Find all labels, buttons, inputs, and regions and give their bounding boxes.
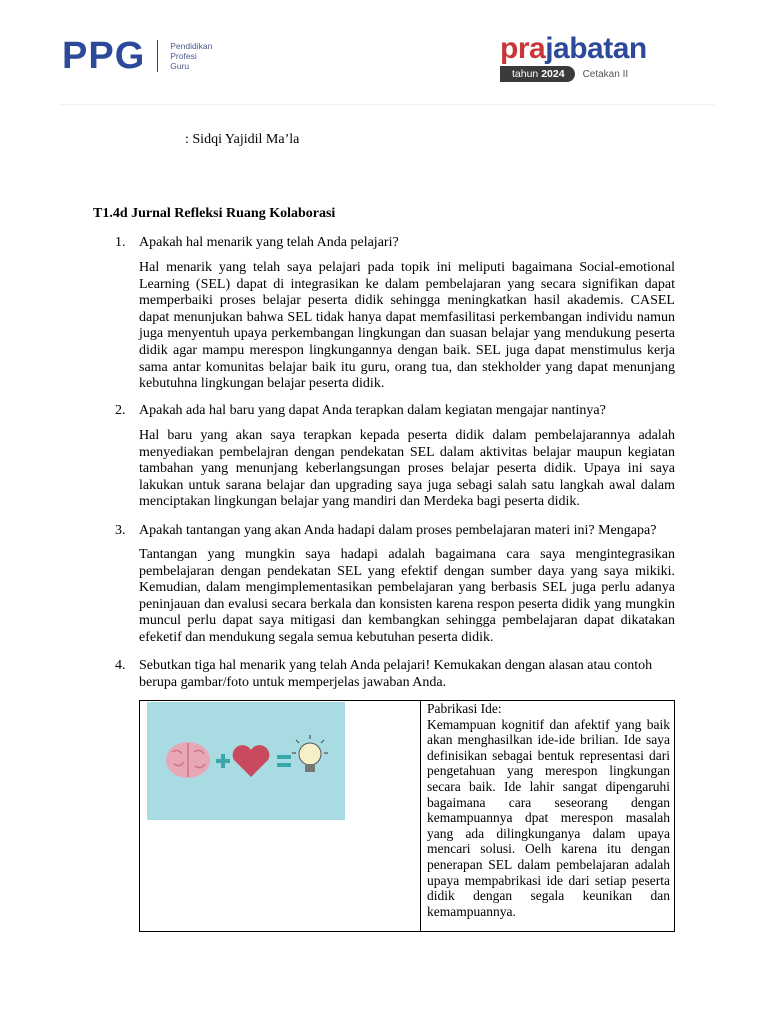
question-text: Apakah hal menarik yang telah Anda pelajari? <box>139 235 399 250</box>
question-3 <box>115 522 675 539</box>
plus-icon <box>216 754 230 768</box>
cell-body: Kemampuan kognitif dan afektif yang baik akan menghasilkan ide-ide brilian. Ide saya definisikan sebagai bentuk representasi dari pengetahuan yang merespon lingkungan secara baik. Ide lahir sangat dipengaruhi bagaimana cara seseorang dengan kemampuannya dpat merespon masalah yang ada dilingkunganya dalam upaya mencari solusi. Oelh karena itu dengan penerapan SEL dalam pembelajaran adalah upaya mempabrikasi ide dari setiap peserta didik dengan segala keunikan dan kemampuannya. <box>427 716 670 919</box>
ppg-sub-line: Pendidikan <box>170 41 213 51</box>
ppg-logo <box>62 36 212 76</box>
ppg-sub-line: Guru <box>170 61 190 71</box>
edition-row <box>500 66 660 82</box>
heart-icon <box>233 745 270 777</box>
badge-year: 2024 <box>541 68 565 80</box>
question-number: 2. <box>115 403 126 418</box>
question-4 <box>115 657 675 691</box>
equals-icon <box>277 755 291 767</box>
question-number: 4. <box>115 658 126 673</box>
page-header <box>0 0 768 104</box>
answer-1: Hal menarik yang telah saya pelajari pada topik ini meliputi bagaimana Social-emotional Learning (SEL) dapat di integrasikan ke dalam pembelajaran yang secara signifikan dapat memperbaiki proses belajar peserta didik sehingga meningkatkan hasil akademis. CASEL dapat menunjukan bahwa SEL tidak hanya dapat memfasilitasi perkembangan individu namun juga menyentuh upaya perkembangan lingkungan dan suasan belajar yang mendukung peserta didik agar mampu merespon lingkungannya dengan baik. SEL juga dapat menstimulus kerja sama antar komunitas belajar baik itu guru, orang tua, dan stekholder yang dapat menunjang kebutuhna lingkungan belajar peserta didik. <box>139 260 675 392</box>
question-text: Apakah tantangan yang akan Anda hadapi dalam proses pembelajaran materi ini? Mengapa? <box>139 523 657 538</box>
question-1 <box>115 234 675 251</box>
brand-part1: pra <box>500 32 546 65</box>
question-number: 1. <box>115 235 126 250</box>
brain-icon <box>166 742 210 778</box>
cetakan-label: Cetakan II <box>582 68 629 80</box>
prajabatan-wordmark <box>500 32 660 66</box>
question-number: 3. <box>115 523 126 538</box>
answer-3: Tantangan yang mungkin saya hadapi adalah bagaimana cara saya mengintegrasikan pembelajaran dengan pendekatan SEL yang efektif dengan sumber daya yang saya mikiki. Kemudian, dalam mengimplementasikan pembelajaran yang berbasis SEL juga perlu adanya peninjauan dan evalusi secara berkala dan konsisten karena respon peserta didik yang mungkin muncul perlu dapat saya mitigasi dan kembangkan sehingga pembelajaran dapat dikatakan efeketif dan mendukung segala semua kebutuhan peserta didik. <box>139 547 675 645</box>
question-text: Sebutkan tiga hal menarik yang telah Anda pelajari! Kemukakan dengan alasan atau contoh berupa gambar/foto untuk memperjelas jawaban Anda. <box>139 658 653 690</box>
header-divider <box>60 104 715 105</box>
ppg-logo-text: PPG <box>62 35 146 77</box>
table-text-cell <box>427 701 670 919</box>
lightbulb-icon <box>292 735 328 772</box>
answer-table <box>139 700 675 932</box>
badge-prefix: tahun <box>512 68 539 80</box>
year-badge <box>500 66 575 82</box>
document-title: T1.4d Jurnal Refleksi Ruang Kolaborasi <box>93 206 336 221</box>
logo-divider <box>157 40 158 72</box>
table-image-cell <box>140 701 421 931</box>
prajabatan-logo <box>500 32 660 82</box>
brand-part2: jabatan <box>545 32 647 65</box>
answer-2: Hal baru yang akan saya terapkan kepada peserta didik dalam pembelajarannya adalah menyediakan pembelajran dengan pendekatan SEL dalam aktivitas belajar maupun kegiatan tambahan yang menunjang keberlangsungan proses belajar peserta didik. Upaya ini saya lakukan untuk sarana belajar dan upgrading saya juga sebagi salah satu langkah awal dalam menciptakan lingkungan belajar yang mandiri dan Merdeka bagi peserta didik. <box>139 428 675 510</box>
sel-illustration-svg <box>147 702 345 820</box>
cell-title: Pabrikasi Ide: <box>427 701 502 716</box>
question-text: Apakah ada hal baru yang dapat Anda terapkan dalam kegiatan mengajar nantinya? <box>139 403 606 418</box>
ppg-sub-line: Profesi <box>170 51 197 61</box>
ppg-subtitle <box>170 41 212 71</box>
author-name: : Sidqi Yajidil Ma’la <box>185 132 300 147</box>
sel-illustration <box>147 702 345 820</box>
question-2 <box>115 402 675 419</box>
